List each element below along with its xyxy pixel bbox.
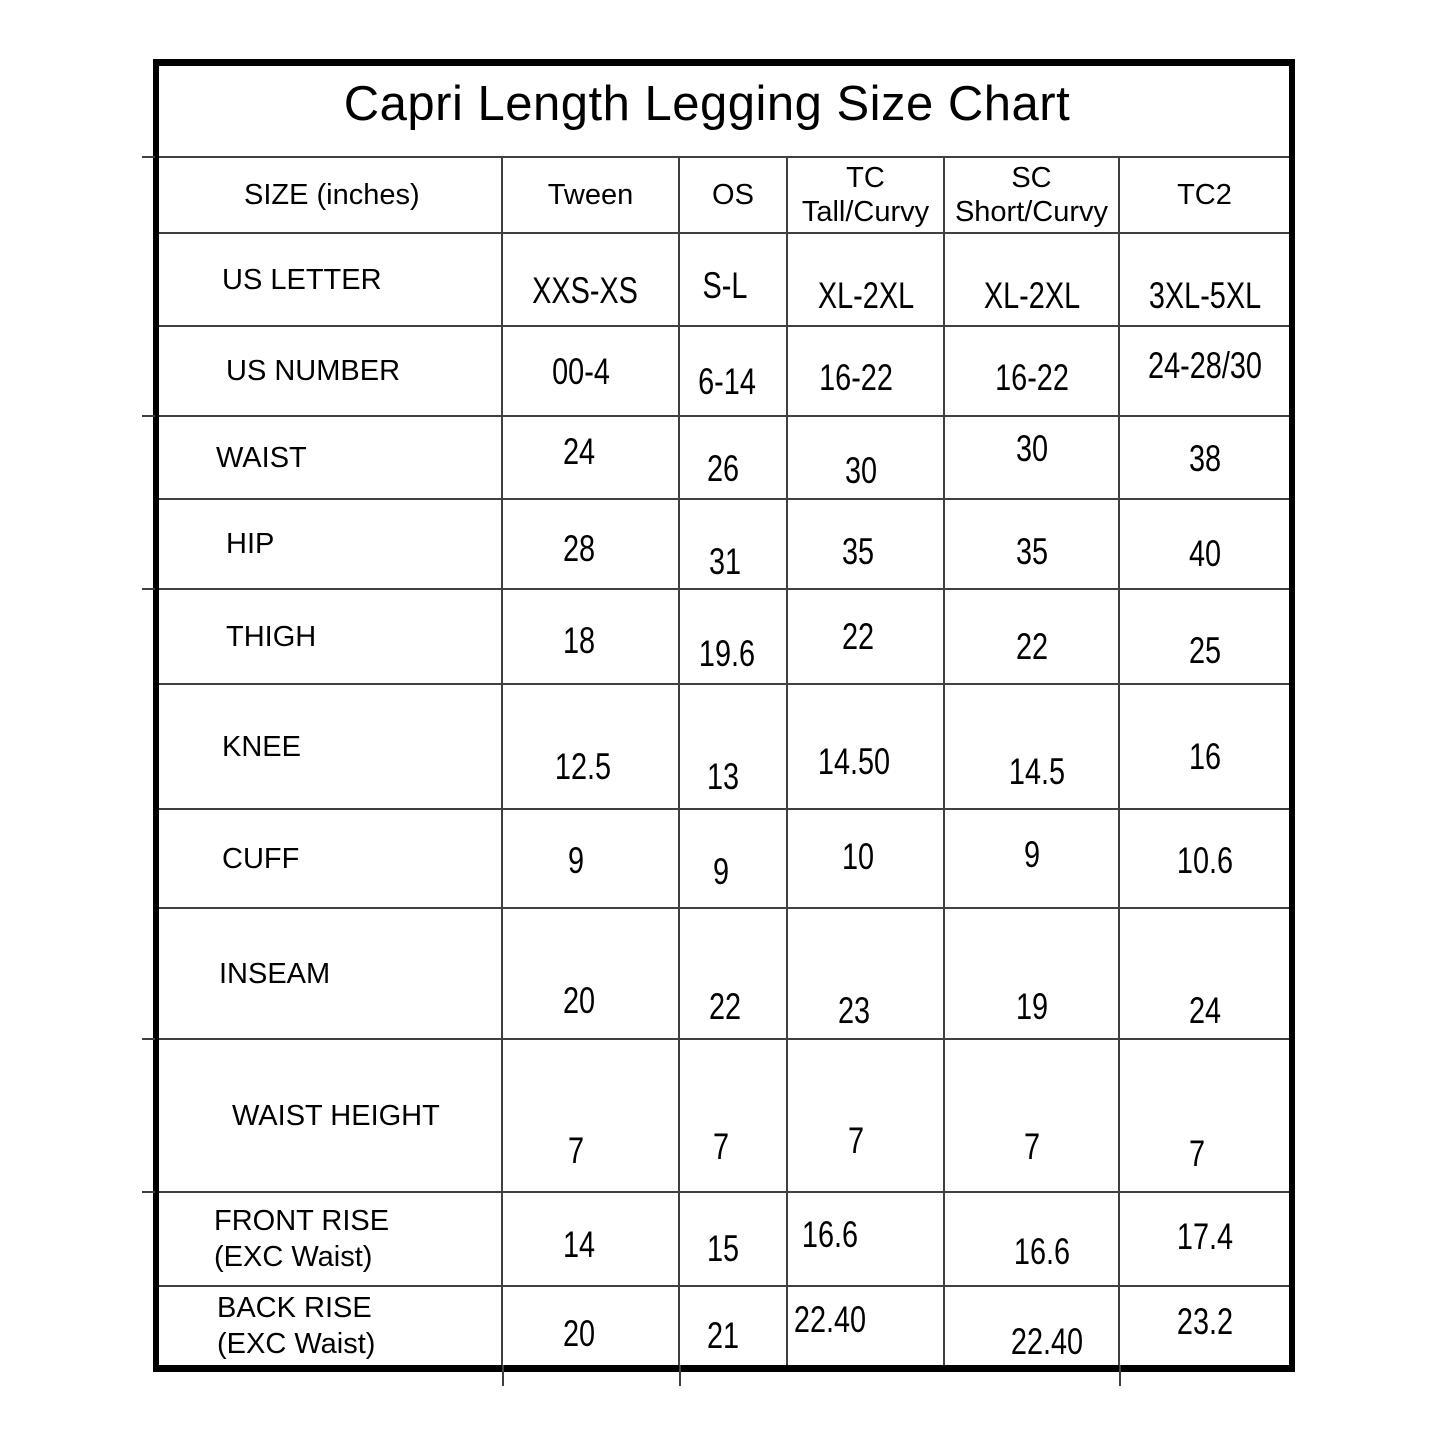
column-header-cell bbox=[159, 158, 503, 232]
table-row bbox=[159, 907, 1289, 1038]
cell-value: 35 bbox=[841, 531, 874, 572]
column-header: SIZE (inches) bbox=[244, 179, 420, 211]
column-header: TC2 bbox=[1177, 179, 1232, 211]
table-row bbox=[159, 683, 1289, 808]
row-label-cell bbox=[159, 909, 503, 1038]
cell-value: 20 bbox=[562, 980, 595, 1021]
value-cell bbox=[788, 1040, 945, 1191]
value-cell bbox=[788, 590, 945, 683]
header-row bbox=[159, 156, 1289, 232]
value-cell bbox=[680, 810, 788, 907]
value-cell bbox=[945, 1287, 1120, 1365]
line-overhang-tick bbox=[1119, 1365, 1121, 1386]
table-row bbox=[159, 808, 1289, 907]
column-subheader: Tall/Curvy bbox=[801, 196, 930, 228]
cell-value: 00-4 bbox=[551, 351, 610, 392]
line-overhang-tick bbox=[142, 156, 155, 158]
cell-value: 7 bbox=[847, 1120, 864, 1161]
table-row bbox=[159, 232, 1289, 325]
table-row bbox=[159, 498, 1289, 588]
cell-value: 7 bbox=[567, 1130, 584, 1171]
value-cell bbox=[680, 685, 788, 808]
row-label-cell bbox=[159, 685, 503, 808]
cell-value: 14.5 bbox=[1008, 751, 1065, 792]
cell-value: 7 bbox=[1023, 1126, 1040, 1167]
value-cell bbox=[945, 590, 1120, 683]
cell-value: 30 bbox=[844, 450, 877, 491]
value-cell bbox=[1120, 1193, 1289, 1285]
column-subheader: Short/Curvy bbox=[954, 196, 1109, 228]
column-header-cell bbox=[788, 158, 945, 232]
cell-value: 23.2 bbox=[1176, 1301, 1233, 1342]
value-cell bbox=[503, 909, 680, 1038]
cell-value: S-L bbox=[702, 265, 748, 306]
column-header-cell bbox=[503, 158, 680, 232]
cell-value: 18 bbox=[562, 620, 595, 661]
value-cell bbox=[680, 500, 788, 588]
row-label: KNEE bbox=[222, 730, 301, 763]
size-chart-table bbox=[153, 59, 1295, 1372]
cell-value: 13 bbox=[706, 756, 740, 797]
row-label: HIP bbox=[226, 528, 275, 560]
cell-value: 19 bbox=[1015, 986, 1048, 1027]
cell-value: 28 bbox=[562, 528, 595, 569]
table-row bbox=[159, 325, 1289, 415]
cell-value: XXS-XS bbox=[531, 270, 638, 311]
value-cell bbox=[945, 234, 1120, 325]
value-cell bbox=[1120, 685, 1289, 808]
cell-value: XL-2XL bbox=[817, 275, 914, 316]
value-cell bbox=[788, 417, 945, 498]
value-cell bbox=[788, 327, 945, 415]
cell-value: 22 bbox=[841, 616, 874, 657]
cell-value: 30 bbox=[1015, 428, 1048, 469]
line-overhang-tick bbox=[502, 1365, 504, 1386]
cell-value: 16-22 bbox=[818, 357, 893, 398]
value-cell bbox=[1120, 810, 1289, 907]
row-label: FRONT RISE bbox=[214, 1205, 390, 1237]
cell-value: 9 bbox=[1023, 834, 1040, 875]
row-label: THIGH bbox=[226, 620, 317, 653]
value-cell bbox=[788, 1193, 945, 1285]
cell-value: 22.40 bbox=[793, 1299, 866, 1340]
cell-value: 16.6 bbox=[801, 1214, 858, 1255]
cell-value: 40 bbox=[1188, 533, 1221, 574]
value-cell bbox=[503, 1193, 680, 1285]
value-cell bbox=[788, 909, 945, 1038]
cell-value: 31 bbox=[708, 541, 742, 582]
column-header-cell bbox=[945, 158, 1120, 232]
row-label-cell bbox=[159, 1193, 503, 1285]
value-cell bbox=[945, 1040, 1120, 1191]
cell-value: 14.50 bbox=[817, 741, 890, 782]
cell-value: 25 bbox=[1188, 630, 1221, 671]
line-overhang-tick bbox=[142, 1038, 155, 1040]
cell-value: 3XL-5XL bbox=[1148, 275, 1261, 316]
value-cell bbox=[503, 685, 680, 808]
cell-value: 6-14 bbox=[698, 361, 756, 402]
cell-value: 12.5 bbox=[554, 746, 611, 787]
table-grid bbox=[159, 156, 1289, 1365]
column-header: SC bbox=[1011, 162, 1052, 194]
row-label-cell bbox=[159, 234, 503, 325]
value-cell bbox=[503, 810, 680, 907]
row-label: INSEAM bbox=[219, 957, 331, 990]
value-cell bbox=[1120, 909, 1289, 1038]
value-cell bbox=[788, 234, 945, 325]
cell-value: 35 bbox=[1015, 531, 1048, 572]
line-overhang-tick bbox=[142, 415, 155, 417]
value-cell bbox=[1120, 234, 1289, 325]
cell-value: 21 bbox=[706, 1315, 740, 1356]
value-cell bbox=[503, 1287, 680, 1365]
table-row bbox=[159, 415, 1289, 498]
cell-value: 22 bbox=[708, 986, 742, 1027]
cell-value: 16-22 bbox=[994, 357, 1069, 398]
cell-value: 26 bbox=[706, 448, 740, 489]
value-cell bbox=[503, 590, 680, 683]
row-label: US LETTER bbox=[222, 263, 382, 296]
value-cell bbox=[503, 417, 680, 498]
value-cell bbox=[945, 1193, 1120, 1285]
cell-value: 38 bbox=[1188, 438, 1221, 479]
value-cell bbox=[945, 417, 1120, 498]
value-cell bbox=[680, 1287, 788, 1365]
cell-value: 15 bbox=[706, 1228, 740, 1269]
column-header-cell bbox=[680, 158, 788, 232]
cell-value: 24 bbox=[1188, 990, 1221, 1031]
value-cell bbox=[1120, 1040, 1289, 1191]
row-label-cell bbox=[159, 1040, 503, 1191]
value-cell bbox=[1120, 327, 1289, 415]
value-cell bbox=[945, 909, 1120, 1038]
cell-value: 9 bbox=[712, 851, 730, 892]
value-cell bbox=[945, 810, 1120, 907]
value-cell bbox=[680, 590, 788, 683]
row-label-cell bbox=[159, 500, 503, 588]
value-cell bbox=[503, 1040, 680, 1191]
value-cell bbox=[503, 327, 680, 415]
row-label-cell bbox=[159, 1287, 503, 1365]
title-row bbox=[159, 66, 1289, 156]
cell-value: 7 bbox=[1188, 1133, 1205, 1174]
value-cell bbox=[680, 1040, 788, 1191]
row-label: BACK RISE bbox=[217, 1292, 372, 1324]
row-label: US NUMBER bbox=[226, 355, 401, 387]
row-label-cell bbox=[159, 327, 503, 415]
cell-value: XL-2XL bbox=[983, 275, 1080, 316]
value-cell bbox=[788, 810, 945, 907]
value-cell bbox=[945, 500, 1120, 588]
cell-value: 16.6 bbox=[1013, 1231, 1070, 1272]
value-cell bbox=[945, 327, 1120, 415]
cell-value: 10.6 bbox=[1176, 840, 1233, 881]
table-row bbox=[159, 588, 1289, 683]
value-cell bbox=[788, 685, 945, 808]
column-header: Tween bbox=[547, 179, 634, 211]
cell-value: 24-28/30 bbox=[1147, 345, 1262, 386]
value-cell bbox=[1120, 500, 1289, 588]
value-cell bbox=[788, 500, 945, 588]
value-cell bbox=[1120, 417, 1289, 498]
table-row bbox=[159, 1191, 1289, 1285]
value-cell bbox=[1120, 590, 1289, 683]
value-cell bbox=[945, 685, 1120, 808]
row-label: CUFF bbox=[222, 842, 300, 875]
cell-value: 22.40 bbox=[1010, 1321, 1083, 1362]
row-label: WAIST bbox=[216, 441, 307, 474]
cell-value: 23 bbox=[837, 990, 870, 1031]
value-cell bbox=[680, 327, 788, 415]
cell-value: 14 bbox=[562, 1224, 595, 1265]
value-cell bbox=[680, 1193, 788, 1285]
row-sublabel: (EXC Waist) bbox=[217, 1328, 376, 1360]
value-cell bbox=[1120, 1287, 1289, 1365]
cell-value: 20 bbox=[562, 1313, 595, 1354]
column-header: TC bbox=[846, 162, 885, 194]
row-sublabel: (EXC Waist) bbox=[214, 1241, 373, 1273]
value-cell bbox=[680, 417, 788, 498]
cell-value: 9 bbox=[567, 840, 584, 881]
row-label: WAIST HEIGHT bbox=[232, 1099, 440, 1132]
cell-value: 16 bbox=[1188, 736, 1221, 777]
table-row bbox=[159, 1038, 1289, 1191]
row-label-cell bbox=[159, 590, 503, 683]
cell-value: 24 bbox=[562, 431, 595, 472]
row-label-cell bbox=[159, 810, 503, 907]
line-overhang-tick bbox=[679, 1365, 681, 1386]
value-cell bbox=[503, 500, 680, 588]
table-row bbox=[159, 1285, 1289, 1365]
column-header: OS bbox=[712, 179, 754, 211]
column-header-cell bbox=[1120, 158, 1289, 232]
cell-value: 22 bbox=[1015, 626, 1048, 667]
cell-value: 17.4 bbox=[1176, 1216, 1233, 1257]
line-overhang-tick bbox=[142, 1191, 155, 1193]
cell-value: 19.6 bbox=[698, 633, 756, 674]
value-cell bbox=[788, 1287, 945, 1365]
row-label-cell bbox=[159, 417, 503, 498]
cell-value: 10 bbox=[841, 836, 874, 877]
value-cell bbox=[503, 234, 680, 325]
value-cell bbox=[680, 909, 788, 1038]
line-overhang-tick bbox=[142, 588, 155, 590]
chart-title: Capri Length Legging Size Chart bbox=[343, 77, 1071, 131]
value-cell bbox=[680, 234, 788, 325]
cell-value: 7 bbox=[712, 1126, 730, 1167]
